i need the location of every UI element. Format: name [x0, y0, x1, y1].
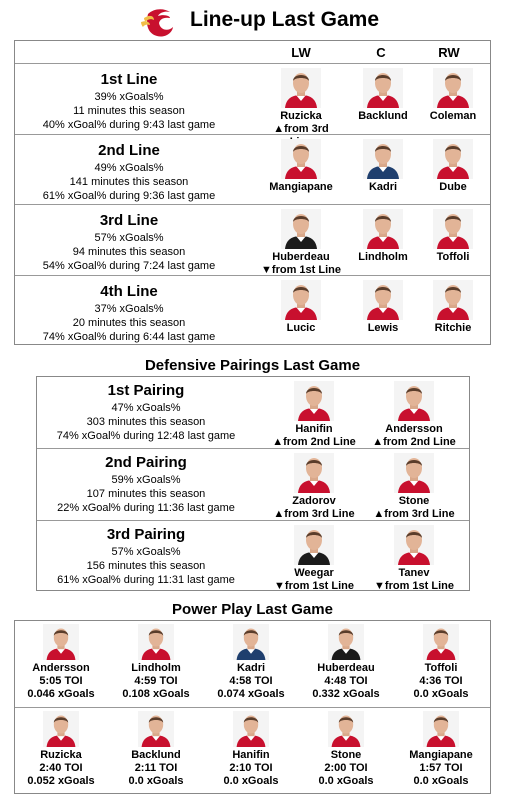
time-on-ice: 2:10 TOI	[229, 762, 273, 774]
group-label	[19, 70, 239, 132]
player-card	[261, 280, 341, 335]
line-change-note: ▲from 3rd Line	[373, 508, 455, 521]
player-card	[269, 453, 359, 521]
power-play-section-title: Power Play Last Game	[172, 601, 333, 618]
player-name: Huberdeau	[272, 251, 330, 263]
expected-goals: 0.052 xGoals	[27, 775, 95, 787]
last-game-stat: 54% xGoal% during 7:24 last game	[42, 260, 216, 272]
player-name: Backlund	[358, 110, 408, 122]
season-minutes: 94 minutes this season	[72, 246, 186, 258]
season-minutes: 107 minutes this season	[86, 488, 206, 501]
player-card	[369, 453, 459, 521]
time-on-ice: 2:40 TOI	[39, 762, 83, 774]
column-c: C	[376, 45, 386, 60]
group-name: 4th Line	[100, 282, 158, 300]
player-card	[261, 139, 341, 194]
pairing-row	[37, 520, 469, 592]
player-card	[369, 381, 459, 449]
player-headshot	[42, 624, 80, 660]
player-name: Ruzicka	[40, 749, 82, 761]
power-play-player	[298, 624, 394, 701]
player-headshot	[281, 139, 321, 179]
player-name: Ruzicka	[280, 110, 322, 122]
column-rw: RW	[438, 45, 460, 60]
group-name: 3rd Pairing	[106, 525, 186, 543]
player-headshot	[433, 209, 473, 249]
last-game-stat: 40% xGoal% during 9:43 last game	[42, 119, 216, 131]
line-change-note: ▲from 2nd Line	[272, 436, 356, 448]
player-card	[413, 280, 493, 335]
player-name: Mangiapane	[269, 180, 333, 193]
player-card	[413, 68, 493, 123]
player-headshot	[363, 280, 403, 320]
power-play-player	[13, 711, 109, 788]
player-name: Lucic	[286, 321, 316, 334]
expected-goals: 0.332 xGoals	[312, 688, 380, 700]
player-card	[369, 525, 459, 593]
player-card	[261, 209, 341, 277]
xgoals-pct: 39% xGoals%	[94, 91, 164, 103]
xgoals-pct: 57% xGoals%	[94, 232, 164, 244]
last-game-stat: 74% xGoal% during 6:44 last game	[42, 330, 216, 343]
power-play-player	[393, 624, 489, 701]
player-headshot	[294, 381, 334, 421]
line-row	[15, 275, 490, 347]
last-game-stat: 61% xGoal% during 9:36 last game	[42, 189, 216, 202]
player-headshot	[281, 280, 321, 320]
player-card	[269, 525, 359, 593]
line-change-note: ▲from 2nd Line	[372, 436, 456, 448]
player-headshot	[422, 711, 460, 747]
player-name: Backlund	[131, 749, 181, 761]
player-headshot	[394, 453, 434, 493]
player-headshot	[394, 525, 434, 565]
player-name: Coleman	[429, 110, 477, 122]
player-name: Kadri	[368, 180, 398, 193]
time-on-ice: 4:58 TOI	[229, 675, 273, 687]
time-on-ice: 4:59 TOI	[134, 675, 178, 687]
player-card	[413, 209, 493, 264]
column-lw: LW	[291, 45, 311, 60]
player-card	[413, 139, 493, 194]
player-card	[343, 280, 423, 335]
line-change-note: ▲from 3rd Line	[273, 508, 355, 521]
group-name: 1st Pairing	[107, 382, 185, 399]
season-minutes: 141 minutes this season	[69, 175, 189, 188]
player-headshot	[433, 68, 473, 108]
player-headshot	[433, 139, 473, 179]
player-headshot	[232, 624, 270, 660]
player-name: Huberdeau	[317, 662, 375, 674]
expected-goals: 0.0 xGoals	[318, 775, 374, 787]
forward-lines-table	[14, 40, 491, 345]
player-name: Toffoli	[424, 662, 458, 674]
player-headshot	[327, 711, 365, 747]
line-change-note: ▲from 3rd	[273, 123, 329, 135]
player-headshot	[137, 711, 175, 747]
group-label	[41, 453, 251, 515]
power-play-player	[108, 624, 204, 701]
player-name: Tanev	[398, 566, 430, 579]
season-minutes: 303 minutes this season	[86, 416, 206, 428]
group-name: 3rd Line	[99, 212, 159, 229]
player-headshot	[294, 525, 334, 565]
player-headshot	[327, 624, 365, 660]
defense-pairings-table	[36, 376, 470, 591]
player-headshot	[137, 624, 175, 660]
player-name: Zadorov	[292, 495, 336, 508]
group-name: 1st Line	[100, 71, 158, 88]
group-label	[41, 381, 251, 443]
flames-logo-icon	[140, 8, 180, 38]
player-name: Toffoli	[436, 251, 470, 263]
line-row	[15, 204, 490, 276]
power-play-row	[15, 621, 490, 707]
xgoals-pct: 57% xGoals%	[111, 545, 181, 558]
player-name: Andersson	[32, 662, 90, 674]
player-name: Andersson	[385, 423, 443, 435]
time-on-ice: 5:05 TOI	[39, 675, 83, 687]
group-label	[19, 211, 239, 273]
expected-goals: 0.0 xGoals	[413, 688, 469, 700]
player-headshot	[294, 453, 334, 493]
expected-goals: 0.046 xGoals	[27, 688, 95, 700]
last-game-stat: 61% xGoal% during 11:31 last game	[57, 573, 235, 586]
line-change-note: ▼from 1st Line	[374, 579, 454, 592]
time-on-ice: 4:48 TOI	[324, 675, 368, 687]
power-play-table	[14, 620, 491, 794]
header	[0, 6, 505, 40]
line-change-note: ▼from 1st Line	[274, 579, 354, 592]
season-minutes: 11 minutes this season	[73, 105, 185, 117]
xgoals-pct: 37% xGoals%	[94, 302, 164, 315]
group-name: 2nd Pairing	[105, 454, 187, 472]
player-name: Mangiapane	[409, 749, 473, 761]
player-name: Stone	[330, 749, 362, 761]
player-name: Lindholm	[131, 662, 181, 674]
time-on-ice: 2:00 TOI	[324, 762, 368, 774]
player-headshot	[394, 381, 434, 421]
player-headshot	[281, 209, 321, 249]
time-on-ice: 1:57 TOI	[419, 762, 463, 774]
player-headshot	[433, 280, 473, 320]
last-game-stat: 74% xGoal% during 12:48 last game	[56, 430, 236, 442]
player-headshot	[42, 711, 80, 747]
power-play-player	[393, 711, 489, 788]
group-label	[19, 141, 239, 203]
line-change-note: ▼from 1st Line	[261, 264, 341, 276]
player-headshot	[363, 209, 403, 249]
player-name: Stone	[398, 495, 430, 508]
power-play-player	[203, 624, 299, 701]
power-play-player	[13, 624, 109, 701]
player-headshot	[363, 68, 403, 108]
group-label	[41, 525, 251, 587]
group-name: 2nd Line	[98, 141, 160, 159]
player-headshot	[281, 68, 321, 108]
line-row	[15, 134, 490, 206]
page-title: Line-up Last Game	[190, 8, 380, 31]
expected-goals: 0.0 xGoals	[128, 775, 184, 787]
expected-goals: 0.108 xGoals	[122, 688, 190, 700]
expected-goals: 0.0 xGoals	[223, 775, 279, 787]
time-on-ice: 4:36 TOI	[419, 675, 463, 687]
expected-goals: 0.074 xGoals	[217, 688, 285, 700]
pairing-row	[37, 377, 469, 448]
player-name: Hanifin	[295, 423, 333, 435]
player-headshot	[232, 711, 270, 747]
power-play-player	[298, 711, 394, 788]
time-on-ice: 2:11 TOI	[134, 762, 178, 774]
player-card	[269, 381, 359, 449]
player-card	[343, 209, 423, 264]
xgoals-pct: 59% xGoals%	[111, 474, 181, 487]
player-name: Dube	[439, 180, 467, 193]
pairing-row	[37, 448, 469, 520]
defense-section-title: Defensive Pairings Last Game	[144, 357, 361, 374]
player-headshot	[422, 624, 460, 660]
player-name: Hanifin	[232, 749, 270, 761]
season-minutes: 20 minutes this season	[72, 316, 186, 329]
xgoals-pct: 49% xGoals%	[94, 161, 164, 174]
xgoals-pct: 47% xGoals%	[111, 402, 181, 414]
player-name: Ritchie	[434, 321, 472, 334]
player-name: Lewis	[367, 321, 399, 334]
group-label	[19, 282, 239, 344]
line-row	[15, 63, 490, 135]
power-play-player	[108, 711, 204, 788]
player-name: Lindholm	[358, 251, 408, 263]
player-card	[343, 68, 423, 123]
last-game-stat: 22% xGoal% during 11:36 last game	[57, 502, 235, 515]
player-card	[343, 139, 423, 194]
player-headshot	[363, 139, 403, 179]
player-name: Kadri	[236, 662, 266, 674]
power-play-row	[15, 707, 490, 794]
power-play-player	[203, 711, 299, 788]
season-minutes: 156 minutes this season	[86, 559, 206, 572]
player-name: Weegar	[294, 566, 334, 579]
expected-goals: 0.0 xGoals	[413, 775, 469, 787]
